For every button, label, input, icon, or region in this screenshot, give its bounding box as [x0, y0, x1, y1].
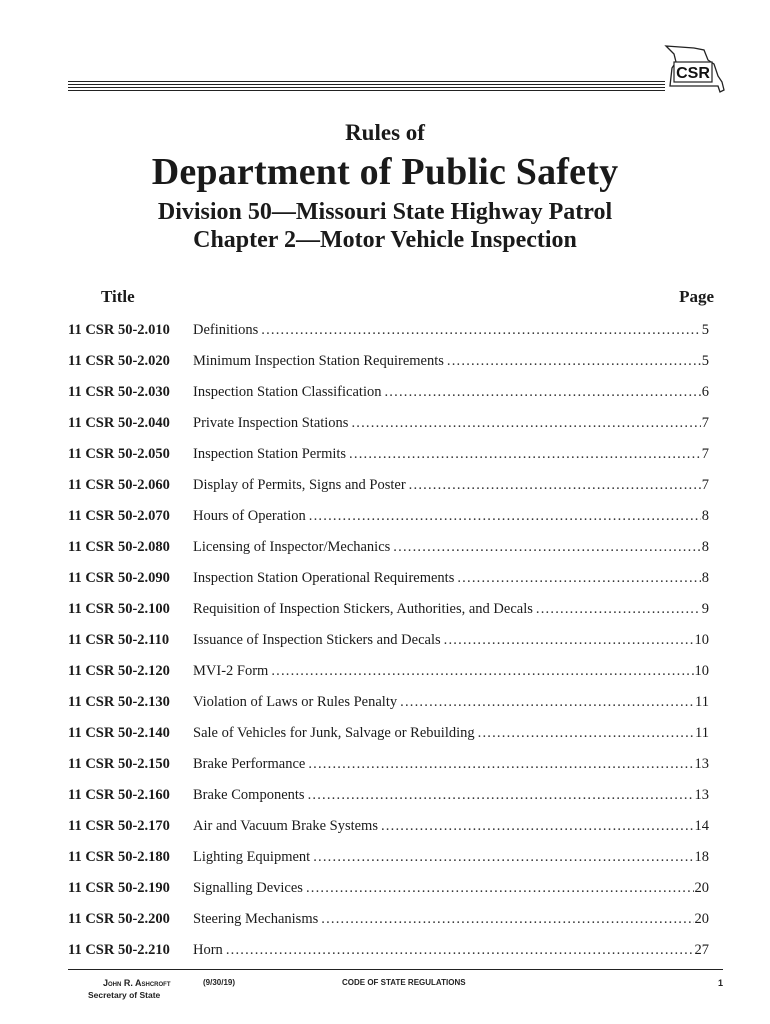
- footer-code: CODE OF STATE REGULATIONS: [342, 978, 466, 987]
- rule-title: MVI-2 Form: [193, 663, 269, 679]
- rules-of-heading: Rules of: [345, 120, 425, 145]
- rule-title: Violation of Laws or Rules Penalty: [193, 694, 398, 710]
- rule-page-number: 8: [701, 539, 709, 555]
- rule-title: Horn: [193, 942, 223, 958]
- rule-page-number: 14: [694, 818, 709, 834]
- rule-entry[interactable]: [193, 318, 709, 342]
- dot-leader: [384, 380, 700, 404]
- rule-entry[interactable]: [193, 411, 709, 435]
- chapter-heading: Chapter 2—Motor Vehicle Inspection: [193, 227, 577, 253]
- footer-role: Secretary of State: [88, 990, 161, 1000]
- rule-number: 11 CSR 50-2.210: [68, 942, 170, 958]
- rule-title: Minimum Inspection Station Requirements: [193, 353, 444, 369]
- footer-date: (9/30/19): [203, 978, 236, 987]
- rule-entry[interactable]: [193, 380, 709, 404]
- rule-title: Inspection Station Permits: [193, 446, 347, 462]
- csr-logo: [664, 42, 726, 102]
- toc-row: [0, 566, 770, 590]
- rule-title: Licensing of Inspector/Mechanics: [193, 539, 391, 555]
- rule-title: Requisition of Inspection Stickers, Authorities, and Decals: [193, 601, 533, 617]
- footer-rule: [68, 969, 723, 970]
- rule-number: 11 CSR 50-2.130: [68, 694, 170, 710]
- dot-leader: [313, 845, 693, 869]
- rule-title: Brake Performance: [193, 756, 306, 772]
- rule-title: Air and Vacuum Brake Systems: [193, 818, 378, 834]
- rule-number: 11 CSR 50-2.190: [68, 880, 170, 896]
- dot-leader: [309, 504, 701, 528]
- toc-row: [0, 442, 770, 466]
- rule-entry[interactable]: [193, 535, 709, 559]
- rule-number: 11 CSR 50-2.070: [68, 508, 170, 524]
- rule-number: 11 CSR 50-2.200: [68, 911, 170, 927]
- rule-entry[interactable]: [193, 814, 709, 838]
- toc-row: [0, 318, 770, 342]
- rule-title: Steering Mechanisms: [193, 911, 319, 927]
- rule-title: Display of Permits, Signs and Poster: [193, 477, 406, 493]
- dot-leader: [400, 690, 694, 714]
- rule-entry[interactable]: [193, 504, 709, 528]
- dot-leader: [349, 442, 701, 466]
- dot-leader: [536, 597, 701, 621]
- dot-leader: [478, 721, 694, 745]
- csr-logo-text: CSR: [676, 65, 710, 82]
- rule-number: 11 CSR 50-2.060: [68, 477, 170, 493]
- rule-page-number: 10: [694, 632, 709, 648]
- rule-entry[interactable]: [193, 938, 709, 962]
- division-heading: Division 50—Missouri State Highway Patrol: [157, 199, 613, 225]
- title-column-header: Title: [101, 287, 135, 306]
- rule-page-number: 7: [701, 477, 709, 493]
- dot-leader: [409, 473, 701, 497]
- rule-number: 11 CSR 50-2.050: [68, 446, 170, 462]
- rule-number: 11 CSR 50-2.080: [68, 539, 170, 555]
- rule-number: 11 CSR 50-2.010: [68, 322, 170, 338]
- rule-title: Hours of Operation: [193, 508, 306, 524]
- toc-row: [0, 473, 770, 497]
- rule-number: 11 CSR 50-2.140: [68, 725, 170, 741]
- rule-number: 11 CSR 50-2.180: [68, 849, 170, 865]
- rule-title: Issuance of Inspection Stickers and Decals: [193, 632, 441, 648]
- rule-page-number: 11: [695, 694, 709, 710]
- rule-page-number: 20: [694, 911, 709, 927]
- rule-number: 11 CSR 50-2.170: [68, 818, 170, 834]
- toc-row: [0, 907, 770, 931]
- dot-leader: [308, 752, 693, 776]
- rule-title: Sale of Vehicles for Junk, Salvage or Rebuilding: [193, 725, 475, 741]
- rule-number: 11 CSR 50-2.100: [68, 601, 170, 617]
- rule-number: 11 CSR 50-2.020: [68, 353, 170, 369]
- rule-page-number: 13: [694, 756, 709, 772]
- toc-row: [0, 628, 770, 652]
- rule-entry[interactable]: [193, 876, 709, 900]
- dot-leader: [447, 349, 701, 373]
- rule-number: 11 CSR 50-2.150: [68, 756, 170, 772]
- rule-page-number: 7: [701, 446, 709, 462]
- toc-row: [0, 938, 770, 962]
- rule-entry[interactable]: [193, 721, 709, 745]
- rule-title: Brake Components: [193, 787, 305, 803]
- rule-entry[interactable]: [193, 566, 709, 590]
- toc-row: [0, 535, 770, 559]
- rule-entry[interactable]: [193, 690, 709, 714]
- dot-leader: [351, 411, 700, 435]
- toc-row: [0, 659, 770, 683]
- rule-page-number: 7: [701, 415, 709, 431]
- rule-number: 11 CSR 50-2.040: [68, 415, 170, 431]
- toc-row: [0, 380, 770, 404]
- toc-row: [0, 690, 770, 714]
- rule-title: Lighting Equipment: [193, 849, 311, 865]
- department-title: Department of Public Safety: [151, 151, 619, 193]
- dot-leader: [226, 938, 694, 962]
- rule-title: Inspection Station Classification: [193, 384, 382, 400]
- rule-title: Inspection Station Operational Requirements: [193, 570, 455, 586]
- rule-page-number: 27: [694, 942, 709, 958]
- rule-entry[interactable]: [193, 783, 709, 807]
- toc-row: [0, 597, 770, 621]
- rule-number: 11 CSR 50-2.160: [68, 787, 170, 803]
- dot-leader: [261, 318, 701, 342]
- toc-row: [0, 349, 770, 373]
- rule-page-number: 10: [694, 663, 709, 679]
- rule-title: Signalling Devices: [193, 880, 303, 896]
- toc-row: [0, 504, 770, 528]
- footer-page-number: 1: [718, 978, 724, 988]
- rule-title: Definitions: [193, 322, 259, 338]
- rule-number: 11 CSR 50-2.120: [68, 663, 170, 679]
- rule-entry[interactable]: [193, 628, 709, 652]
- rule-title: Private Inspection Stations: [193, 415, 349, 431]
- rule-page-number: 5: [701, 322, 709, 338]
- page-column-header: Page: [679, 287, 714, 306]
- toc-row: [0, 814, 770, 838]
- toc-row: [0, 783, 770, 807]
- rule-page-number: 5: [701, 353, 709, 369]
- rule-page-number: 9: [701, 601, 709, 617]
- header-rule-lines: [68, 81, 665, 93]
- rule-page-number: 8: [701, 570, 709, 586]
- dot-leader: [457, 566, 700, 590]
- rule-number: 11 CSR 50-2.030: [68, 384, 170, 400]
- rule-entry[interactable]: [193, 845, 709, 869]
- rule-page-number: 13: [694, 787, 709, 803]
- dot-leader: [308, 783, 694, 807]
- rule-page-number: 20: [694, 880, 709, 896]
- footer-author: John R. Ashcroft: [103, 978, 171, 988]
- rule-entry[interactable]: [193, 442, 709, 466]
- rule-entry[interactable]: [193, 659, 709, 683]
- dot-leader: [306, 876, 694, 900]
- rule-page-number: 6: [701, 384, 709, 400]
- rule-page-number: 18: [694, 849, 709, 865]
- dot-leader: [321, 907, 693, 931]
- rule-number: 11 CSR 50-2.110: [68, 632, 170, 648]
- toc-row: [0, 411, 770, 435]
- toc-row: [0, 752, 770, 776]
- dot-leader: [381, 814, 694, 838]
- rule-entry[interactable]: [193, 907, 709, 931]
- rule-entry[interactable]: [193, 473, 709, 497]
- toc-row: [0, 845, 770, 869]
- rule-entry[interactable]: [193, 349, 709, 373]
- rule-entry[interactable]: [193, 752, 709, 776]
- rule-page-number: 11: [695, 725, 709, 741]
- toc-row: [0, 721, 770, 745]
- rule-entry[interactable]: [193, 597, 709, 621]
- rule-number: 11 CSR 50-2.090: [68, 570, 170, 586]
- rule-page-number: 8: [701, 508, 709, 524]
- dot-leader: [393, 535, 700, 559]
- dot-leader: [271, 659, 693, 683]
- toc-row: [0, 876, 770, 900]
- dot-leader: [444, 628, 694, 652]
